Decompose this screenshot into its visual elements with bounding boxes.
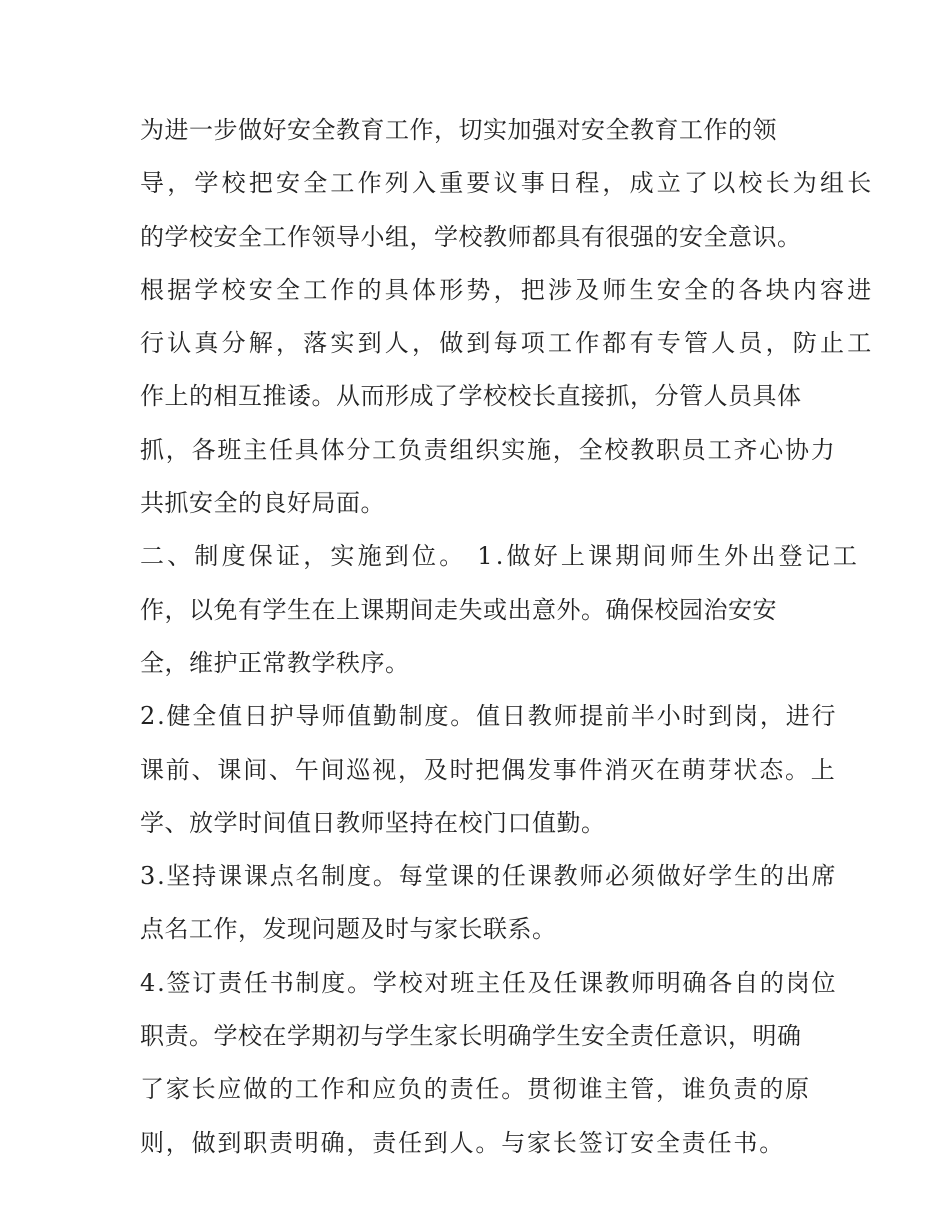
text-line: 2.健全值日护导师值勤制度。值日教师提前半小时到岗，进行 — [140, 702, 838, 731]
text-line: 抓，各班主任具体分工负责组织实施，全校教职员工齐心协力 — [140, 435, 837, 464]
text-line: 3.坚持课课点名制度。每堂课的任课教师必须做好学生的出席 — [140, 862, 838, 891]
body-text — [140, 104, 875, 1170]
text-line: 的学校安全工作领导小组，学校教师都具有很强的安全意识。 — [140, 222, 802, 251]
text-line: 则，做到职责明确，责任到人。与家长签订安全责任书。 — [140, 1128, 785, 1157]
text-line: 为进一步做好安全教育工作，切实加强对安全教育工作的领 — [140, 116, 777, 144]
text-line: 课前、课间、午间巡视，及时把偶发事件消灭在萌芽状态。上 — [140, 755, 837, 784]
text-line: 共抓安全的良好局面。 — [140, 489, 385, 518]
text-line: 全，维护正常教学秩序。 — [140, 648, 410, 677]
text-line: 点名工作，发现问题及时与家长联系。 — [140, 915, 557, 944]
text-line: 职责。学校在学期初与学生家长明确学生安全责任意识，明确 — [140, 1022, 802, 1051]
text-line: 作上的相互推诿。从而形成了学校校长直接抓，分管人员具体 — [140, 382, 802, 411]
text-line: 作，以免有学生在上课期间走失或出意外。确保校园治安安 — [140, 595, 777, 624]
text-line: 学、放学时间值日教师坚持在校门口值勤。 — [140, 808, 606, 837]
text-line: 4.签订责任书制度。学校对班主任及任课教师明确各自的岗位 — [140, 968, 838, 997]
text-line: 行认真分解，落实到人，做到每项工作都有专管人员，防止工 — [140, 329, 875, 358]
text-line: 导，学校把安全工作列入重要议事日程，成立了以校长为组长 — [140, 169, 875, 198]
text-line: 根据学校安全工作的具体形势，把涉及师生安全的各块内容进 — [140, 275, 875, 304]
text-line: 二、制度保证，实施到位。 1.做好上课期间师生外出登记工 — [140, 542, 861, 571]
text-line: 了家长应做的工作和应负的责任。贯彻谁主管，谁负责的原 — [140, 1075, 811, 1104]
